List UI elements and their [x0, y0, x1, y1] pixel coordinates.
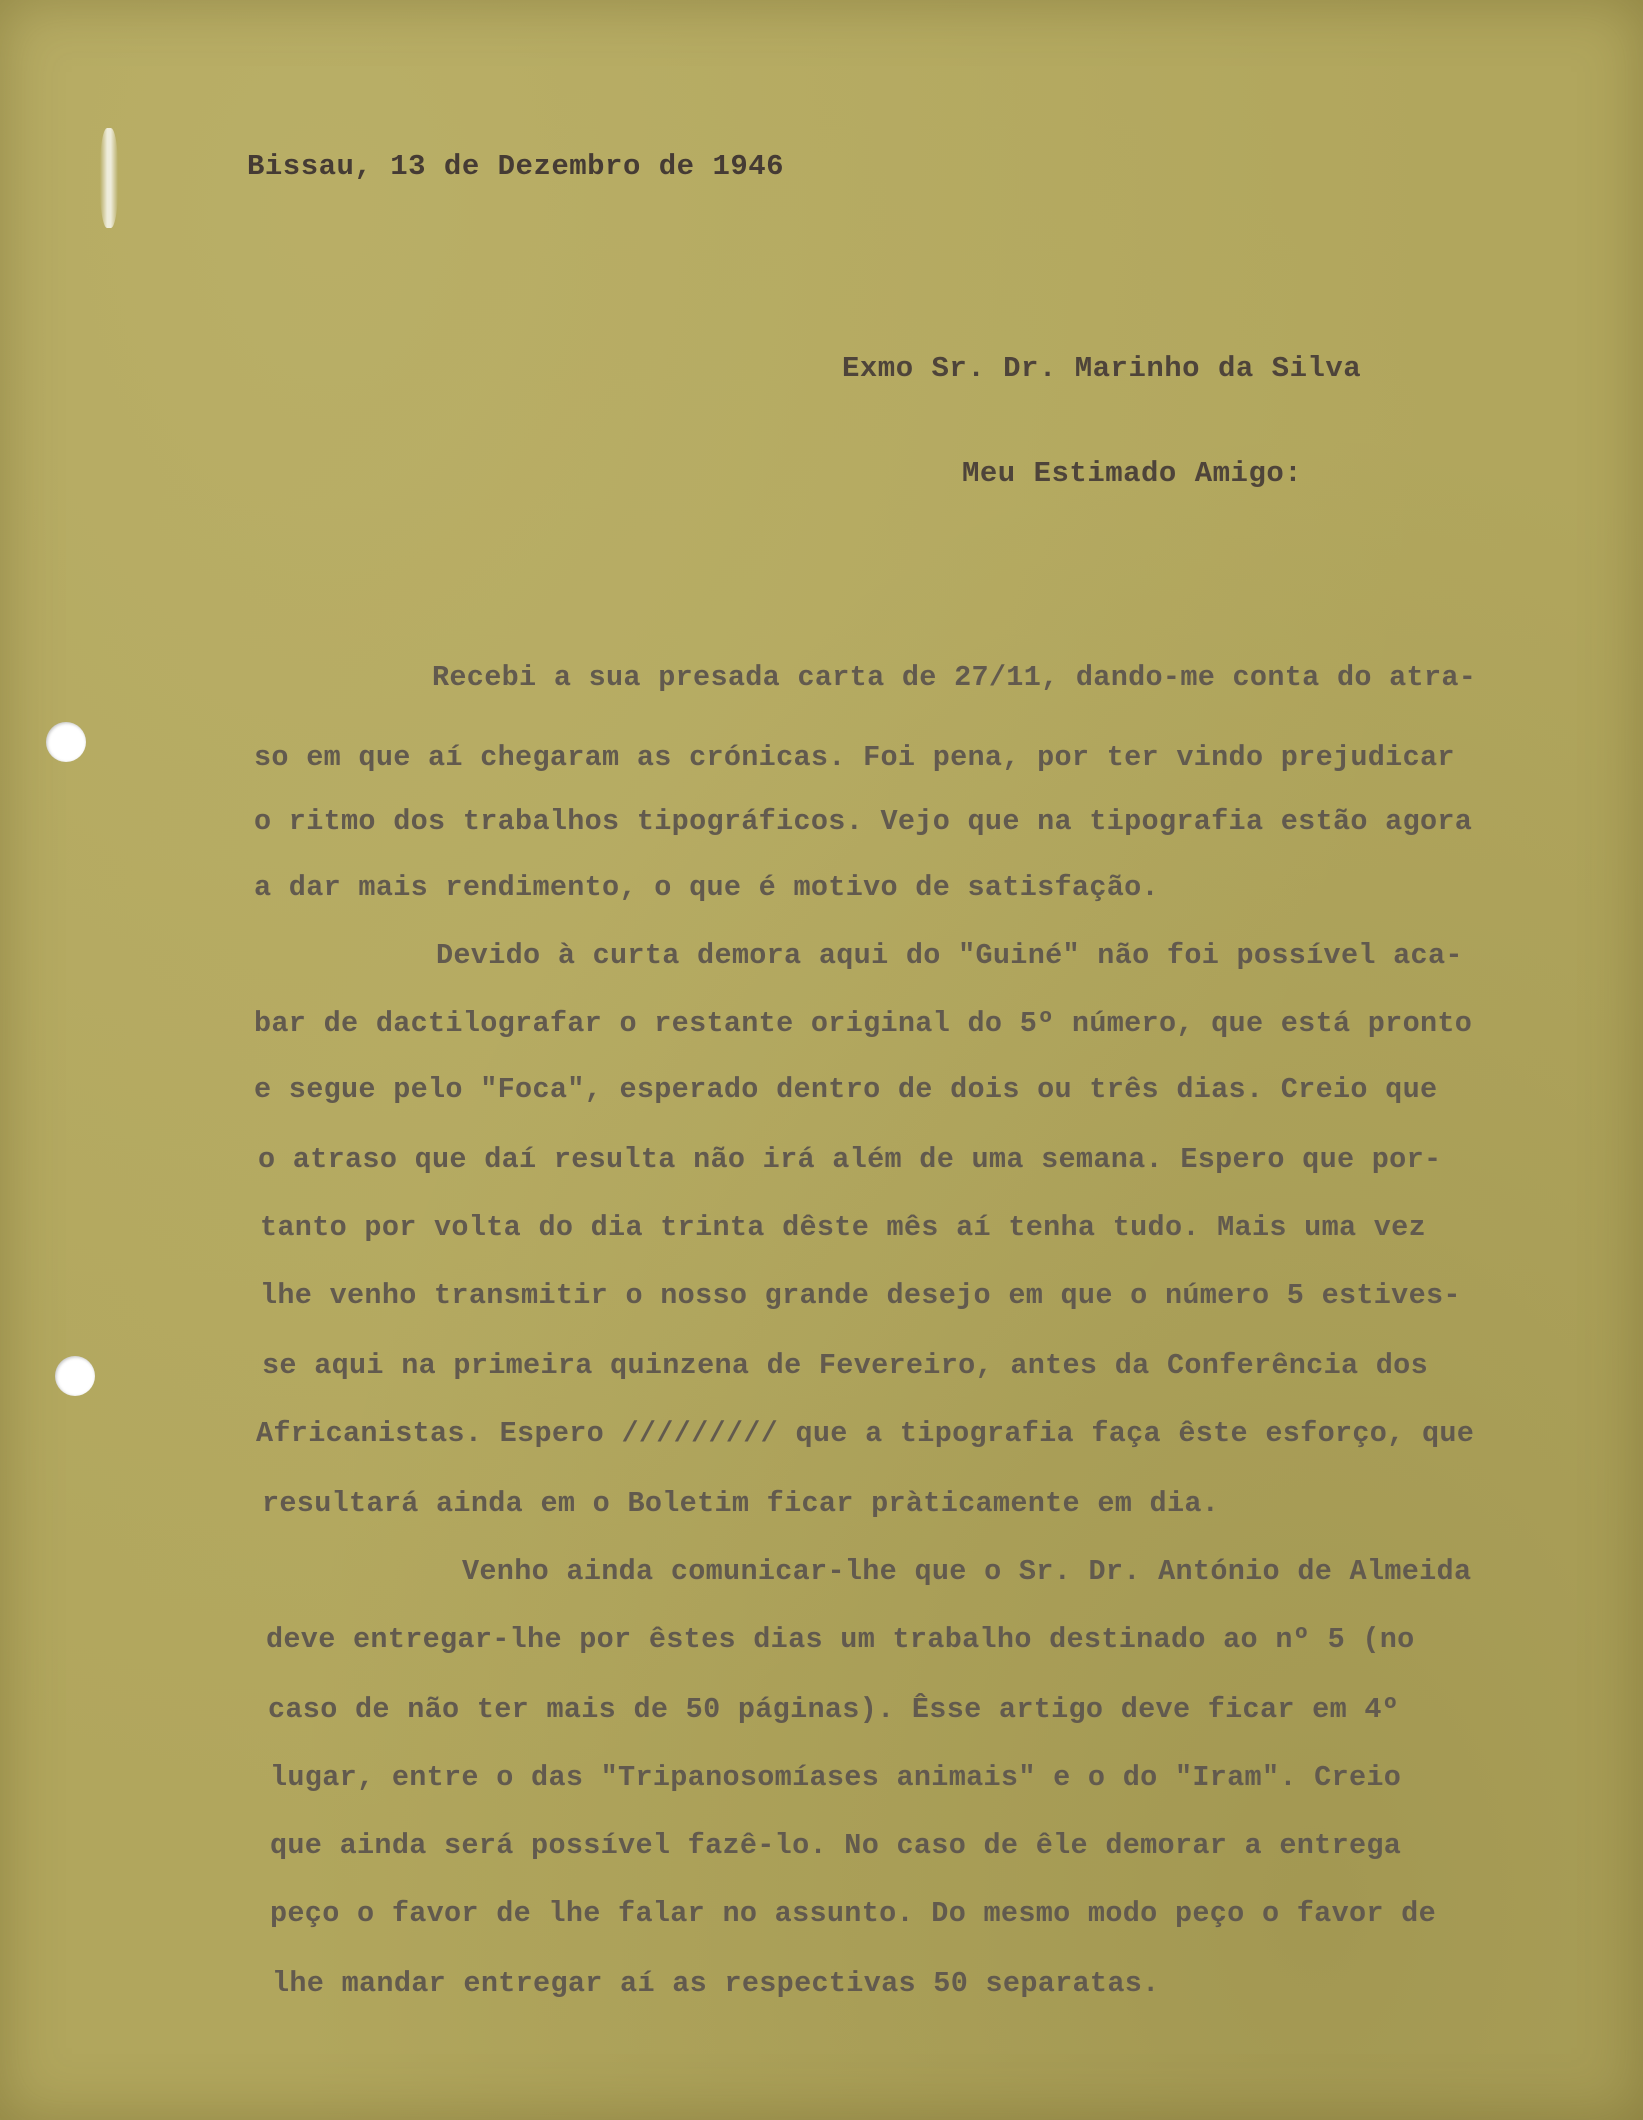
- body-line: Venho ainda comunicar-lhe que o Sr. Dr. António de Almeida: [462, 1555, 1472, 1588]
- letter-salutation: Meu Estimado Amigo:: [962, 457, 1303, 490]
- body-line: e segue pelo "Foca", esperado dentro de dois ou três dias. Creio que: [254, 1073, 1438, 1106]
- body-line: deve entregar-lhe por êstes dias um trabalho destinado ao nº 5 (no: [266, 1623, 1415, 1656]
- body-line: caso de não ter mais de 50 páginas). Êsse artigo deve ficar em 4º: [268, 1693, 1400, 1726]
- punch-hole-top: [46, 722, 86, 762]
- body-line: Devido à curta demora aqui do "Guiné" não foi possível aca-: [436, 939, 1463, 972]
- body-line: a dar mais rendimento, o que é motivo de satisfação.: [254, 871, 1159, 904]
- body-line: Africanistas. Espero ///////// que a tipografia faça êste esforço, que: [256, 1417, 1475, 1450]
- body-line: peço o favor de lhe falar no assunto. Do mesmo modo peço o favor de: [270, 1897, 1436, 1930]
- letter-date: Bissau, 13 de Dezembro de 1946: [247, 150, 785, 183]
- body-line: so em que aí chegaram as crónicas. Foi pena, por ter vindo prejudicar: [254, 741, 1455, 774]
- body-line: Recebi a sua presada carta de 27/11, dando-me conta do atra-: [432, 661, 1477, 694]
- body-line: bar de dactilografar o restante original do 5º número, que está pronto: [254, 1007, 1473, 1040]
- body-line: se aqui na primeira quinzena de Fevereiro, antes da Conferência dos: [262, 1349, 1428, 1382]
- body-line: o atraso que daí resulta não irá além de uma semana. Espero que por-: [258, 1143, 1442, 1176]
- body-line: lhe mandar entregar aí as respectivas 50 separatas.: [272, 1967, 1160, 2000]
- body-line: que ainda será possível fazê-lo. No caso de êle demorar a entrega: [270, 1829, 1402, 1862]
- body-line: lugar, entre o das "Tripanosomíases animais" e o do "Iram". Creio: [270, 1761, 1402, 1794]
- body-line: o ritmo dos trabalhos tipográficos. Vejo que na tipografia estão agora: [254, 805, 1473, 838]
- punch-hole-bottom: [55, 1356, 95, 1396]
- paper-tear-mark: [100, 128, 118, 228]
- body-line: resultará ainda em o Boletim ficar pràticamente em dia.: [262, 1487, 1220, 1520]
- body-line: lhe venho transmitir o nosso grande desejo em que o número 5 estives-: [260, 1279, 1461, 1312]
- body-line: tanto por volta do dia trinta dêste mês aí tenha tudo. Mais uma vez: [260, 1211, 1426, 1244]
- letter-recipient: Exmo Sr. Dr. Marinho da Silva: [842, 352, 1362, 385]
